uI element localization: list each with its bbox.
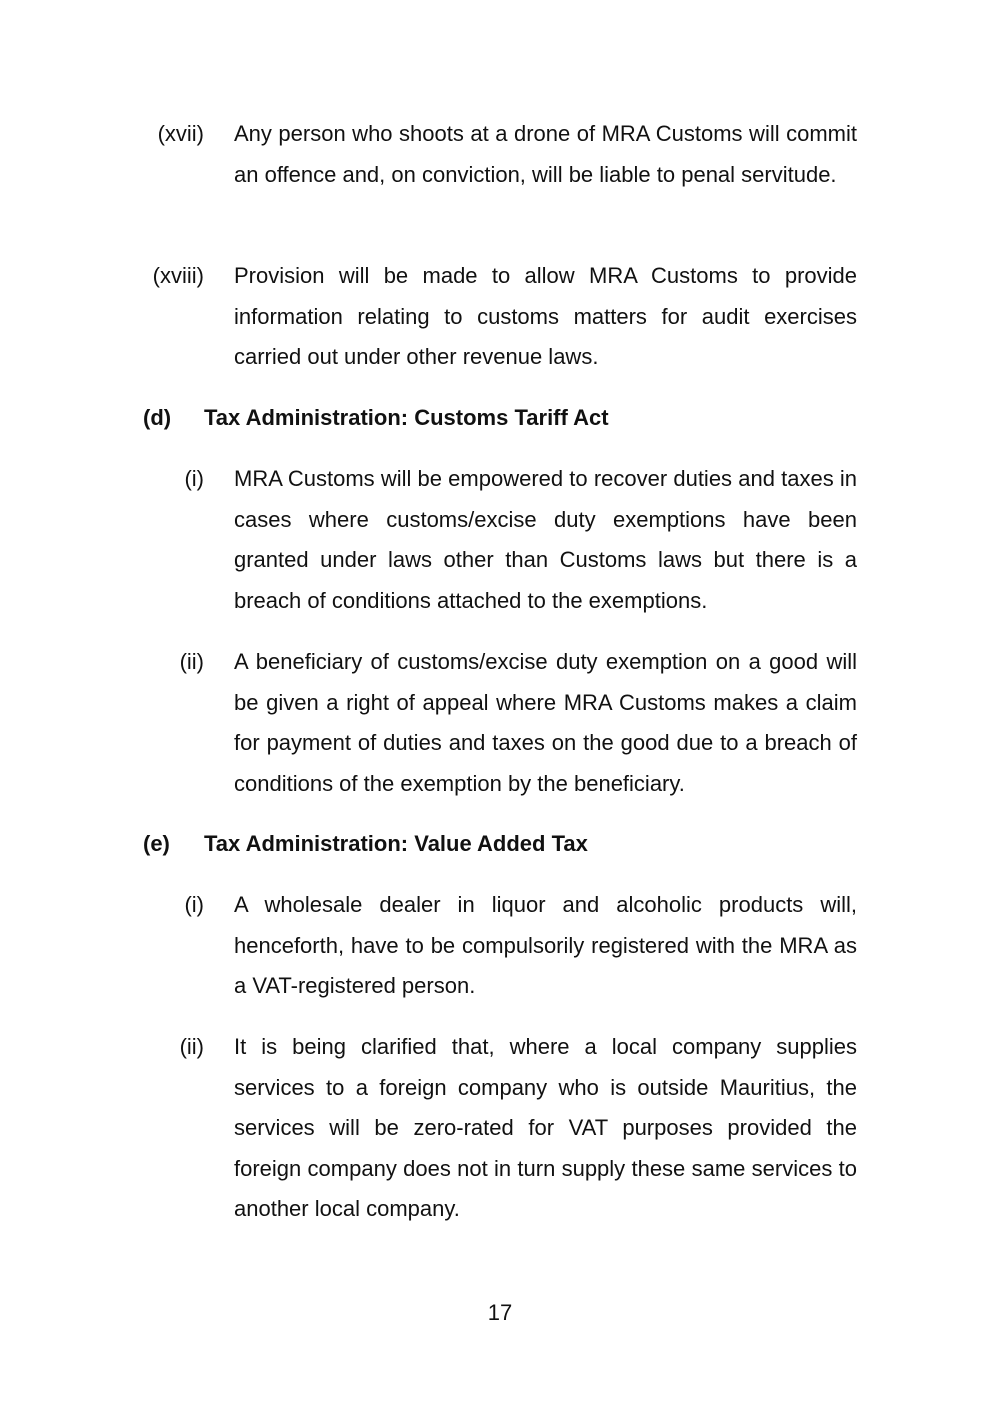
item-number: (ii) (179, 649, 204, 674)
item-text: MRA Customs will be empowered to recover duties and taxes in cases where customs/excise duty exemptions have been granted under laws other than Customs laws but there is a breach of conditions attached to the exemptions. (234, 466, 857, 613)
item-number: (i) (184, 892, 204, 917)
section-label: (d) (143, 405, 172, 430)
item-text: Any person who shoots at a drone of MRA Customs will commit an offence and, on conviction, will be liable to penal servitude. (234, 121, 857, 187)
item-number: (xvii) (157, 121, 204, 146)
page-number: 17 (487, 1300, 513, 1325)
section-label: (e) (143, 831, 170, 856)
section-title: Tax Administration: Value Added Tax (204, 831, 588, 856)
item-text: Provision will be made to allow MRA Customs to provide information relating to customs matters for audit exercises carried out under other revenue laws. (234, 263, 857, 370)
item-number: (xviii) (152, 263, 204, 288)
item-number: (i) (184, 466, 204, 491)
item-text: It is being clarified that, where a local company supplies services to a foreign company who is outside Mauritius, the services will be zero-rated for VAT purposes provided the foreign company does not in turn supply these same services to another local company. (234, 1034, 857, 1222)
item-text: A beneficiary of customs/excise duty exemption on a good will be given a right of appeal where MRA Customs makes a claim for payment of duties and taxes on the good due to a breach of conditions of the exemption by the beneficiary. (234, 649, 857, 796)
item-text: A wholesale dealer in liquor and alcoholic products will, henceforth, have to be compulsorily registered with the MRA as a VAT-registered person. (234, 892, 857, 999)
section-title: Tax Administration: Customs Tariff Act (204, 405, 609, 430)
item-number: (ii) (179, 1034, 204, 1059)
